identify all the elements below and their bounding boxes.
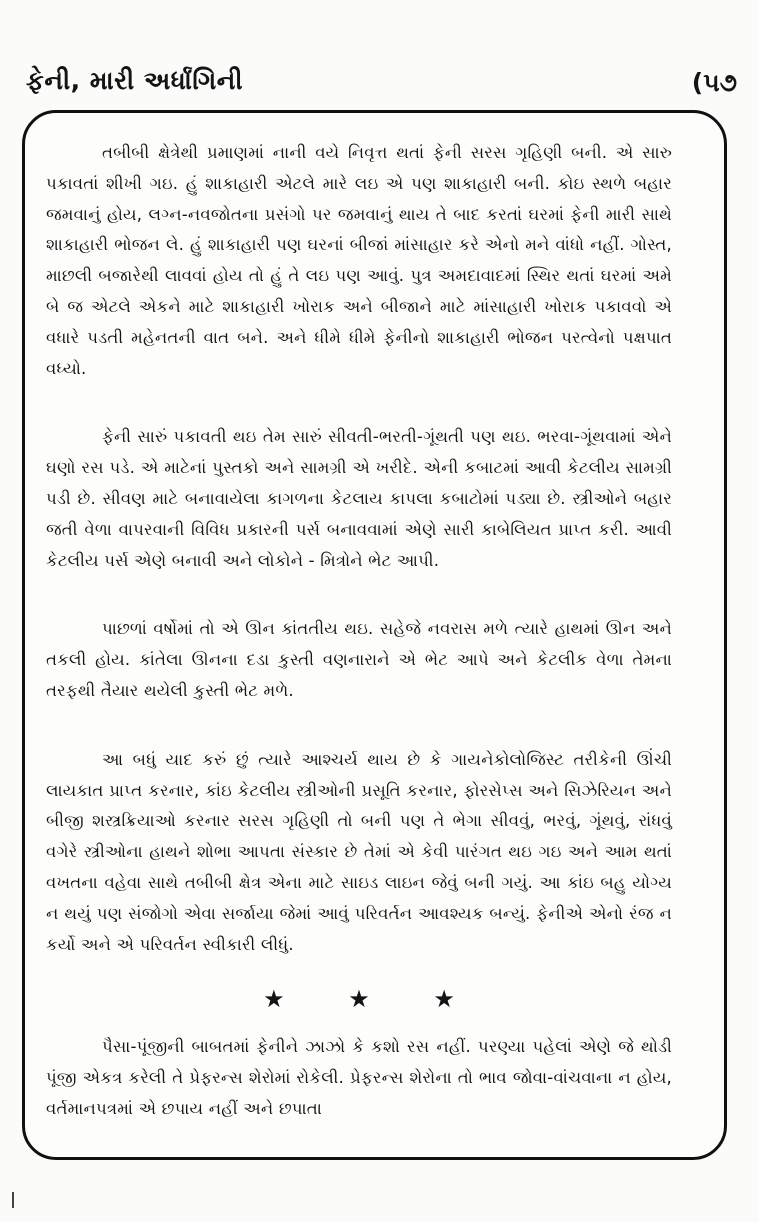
section-separator-stars: ★ ★ ★ [263, 985, 483, 1014]
paragraph-2: ફેની સારું પકાવતી થઇ તેમ સારું સીવતી-ભરતી-ગૂંથતી પણ થઇ. ભરવા-ગૂંથવામાં એને ઘણો રસ પડે. એ માટેનાં પુસ્તકો અને સામગ્રી એ ખરીદે. એની કબાટમાં આવી કેટલીય સામગ્રી પડી છે. સીવણ માટે બનાવાયેલા કાગળના કેટલાય કાપલા કબાટોમાં પડ્યા છે. સ્ત્રીઓને બહાર જતી વેળા વાપરવાની વિવિધ પ્રકારની પર્સ બનાવવામાં એણે સારી કાબેલિયત પ્રાપ્ત કરી. આવી કેટલીય પર્સ એણે બનાવી અને લોકોને - મિત્રોને ભેટ આપી. [46, 427, 672, 570]
page-number: (૫૭ [691, 68, 737, 97]
page-content [46, 138, 672, 1125]
closing-paragraph: પૈસા-પૂંજીની બાબતમાં ફેનીને ઝાઝો કે કશો રસ નહીં. પરણ્યા પહેલાં એણે જે થોડી પૂંજી એકત્ર કરેલી તે પ્રેફરન્સ શેરોમાં રોકેલી. પ્રેફરન્સ શેરોના તો ભાવ જોવા-વાંચવાના ન હોય, વર્તમાનપત્રમાં એ છપાય નહીં અને છપાતા [46, 1037, 672, 1118]
paragraph-3: પાછળાં વર્ષોમાં તો એ ઊન કાંતતીય થઇ. સહેજે નવરાસ મળે ત્યારે હાથમાં ઊન અને તકલી હોય. કાંતેલા ઊનના દડા કુસ્તી વણનારાને એ ભેટ આપે અને કેટલીક વેળા તેમના તરફથી તૈયાર થયેલી કુસ્તી ભેટ મળે. [46, 619, 672, 700]
paragraph-1: તબીબી ક્ષેત્રેથી પ્રમાણમાં નાની વયે નિવૃત્ત થતાં ફેની સરસ ગૃહિણી બની. એ સારુ પકાવતાં શીખી ગઇ. હું શાકાહારી એટલે મારે લઇ એ પણ શાકાહારી બની. કોઇ સ્થળે બહાર જમવાનું હોય, લગ્ન-નવજોતના પ્રસંગો પર જમવાનું થાય તે બાદ કરતાં ઘરમાં ફેની મારી સાથે શાકાહારી ભોજન લે. હું શાકાહારી પણ ઘરનાં બીજાં માંસાહાર કરે એનો મને વાંધો નહીં. ગોસ્ત, માછલી બજારેથી લાવવાં હોય તો હું તે લઇ પણ આવું. પુત્ર અમદાવાદમાં સ્થિર થતાં ઘરમાં અમે બે જ એટલે એકને માટે શાકાહારી ખોરાક અને બીજાને માટે માંસાહારી ખોરાક પકાવવો એ વધારે પડતી મહેનતની વાત બને. અને ધીમે ધીમે ફેનીનો શાકાહારી ભોજન પરત્વેનો પક્ષપાત વધ્યો. [46, 143, 672, 378]
chapter-title: ફેની, મારી અર્ધાંગિની [26, 66, 244, 95]
page-header [26, 66, 737, 110]
paragraph-4: આ બધું યાદ કરું છું ત્યારે આશ્ચર્ય થાય છે કે ગાયનેકોલોજિસ્ટ તરીકેની ઊંચી લાયકાત પ્રાપ્ત કરનાર, કાંઇ કેટલીય સ્ત્રીઓની પ્રસૂતિ કરનાર, ફોરસેપ્સ અને સિઝેરિયન અને બીજી શસ્ત્રક્રિયાઓ કરનાર સરસ ગૃહિણી તો બની પણ તે ભેગા સીવવું, ભરવું, ગૂંથવું, રાંધવું વગેરે સ્ત્રીઓના હાથને શોભા આપતા સંસ્કાર છે તેમાં એ કેવી પારંગત થઇ ગઇ અને આમ થતાં વખતના વહેવા સાથે તબીબી ક્ષેત્ર એના માટે સાઇડ લાઇન જેવું બની ગયું. આ કાંઇ બહુ યોગ્ય ન થયું પણ સંજોગો એવા સર્જાયા જેમાં આવું પરિવર્તન આવશ્યક બન્યું. ફેનીએ એનો રંજ ન કર્યો અને એ પરિવર્તન સ્વીકારી લીધું. [46, 749, 672, 954]
scan-margin-mark [12, 1192, 14, 1208]
